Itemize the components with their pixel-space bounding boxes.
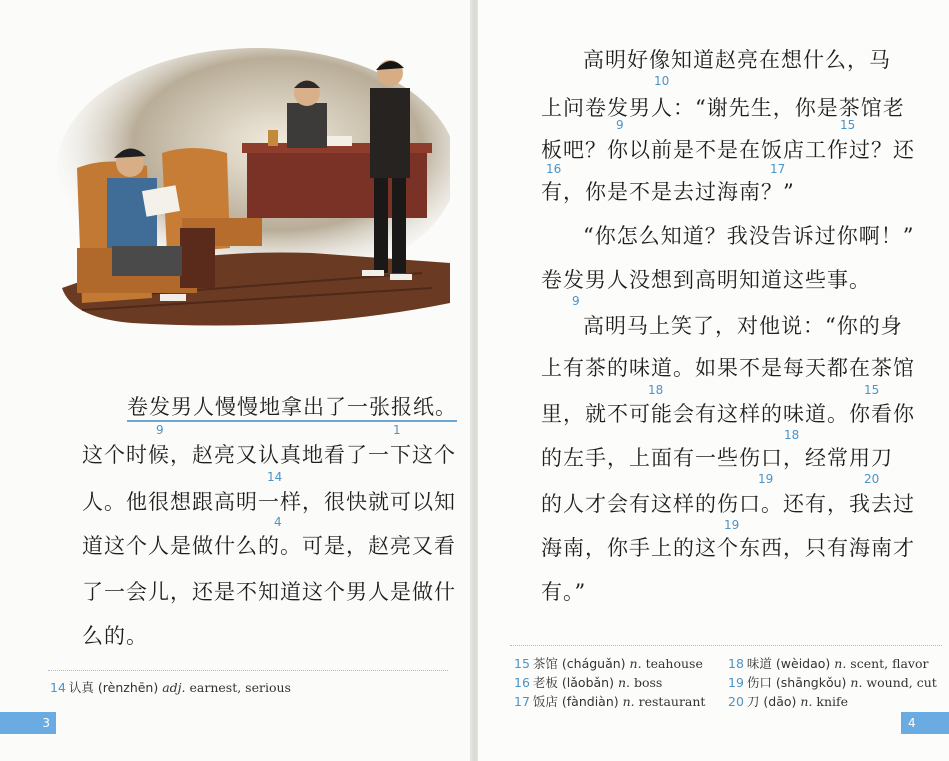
text-line-12: 海南，你手上的这个东西，只有海南才 [541,536,915,560]
text-line-6: 么的。 [82,624,148,648]
glossary-def: knife [816,694,849,709]
marker-9: 9 [156,423,164,437]
seated-man-body [287,103,327,148]
glossary-def: wound, cut [866,675,937,690]
marker-18b: 18 [784,428,800,442]
glossary-pos: n. [850,675,863,690]
marker-16: 16 [546,162,562,176]
text-line-11: 的人才会有这样的伤口。还有，我去过 [541,492,915,516]
text-line-6: 卷发男人没想到高明知道这些事。 [541,268,871,292]
marker-19: 19 [758,472,774,486]
glossary-entry-15 [514,654,703,672]
glossary-pos: n. [617,675,630,690]
glossary-num: 19 [728,675,744,690]
para-line [127,393,457,421]
standing-man-jacket [370,88,410,178]
glossary-entry-14 [50,678,291,696]
reading-man-shoe [160,294,186,301]
marker-19b: 19 [724,518,740,532]
glossary-pinyin: (lǎobǎn) [561,675,614,690]
glossary-def: boss [633,675,663,690]
marker-17: 17 [770,162,786,176]
marker-4: 4 [274,515,282,529]
glossary-pos: n. [800,694,813,709]
glossary-entry-17 [514,692,705,710]
marker-9b: 9 [572,294,580,308]
text-line-1: 高明好像知道赵亮在想什么，马 [583,48,891,72]
text-line-2: 上问卷发男人：“谢先生，你是茶馆老 [541,96,905,120]
text-line-8: 上有茶的味道。如果不是每天都在茶馆 [541,356,915,380]
glossary-entry-18 [728,654,928,672]
page-number: 3 [42,716,50,730]
glossary-entry-16 [514,673,662,691]
marker-15b: 15 [864,383,880,397]
page-number: 4 [908,716,916,730]
glossary-pos: n. [629,656,642,671]
glossary-num: 14 [50,680,66,695]
glossary-def: teahouse [645,656,703,671]
text-line-3: 人。他很想跟高明一样，很快就可以知 [82,490,456,514]
glossary-pinyin: (cháguǎn) [561,656,626,671]
glossary-num: 20 [728,694,744,709]
glossary-num: 15 [514,656,530,671]
marker-9: 9 [616,118,624,132]
glossary-pos: n. [834,656,847,671]
right-page [478,0,949,761]
marker-10: 10 [654,74,670,88]
glossary-pinyin: (fàndiàn) [561,694,619,709]
marker-14: 14 [267,470,283,484]
standing-man-leg-left [374,178,388,273]
glossary-pos: adj. [162,680,186,695]
text-line-9: 里，就不可能会有这样的味道。你看你 [541,402,915,426]
glossary-num: 16 [514,675,530,690]
glossary-pinyin: (rènzhēn) [97,680,159,695]
text-line-13: 有。” [541,580,587,604]
glossary-word: 伤口 [746,675,772,690]
pen-holder [268,130,278,146]
text-line-4: 道这个人是做什么的。可是，赵亮又看 [82,534,456,558]
glossary-word: 刀 [746,694,760,709]
standing-man-shoe-right [390,274,412,280]
glossary-def: restaurant [638,694,706,709]
glossary-entry-19 [728,673,937,691]
side-table [180,228,215,288]
glossary-word: 老板 [532,675,558,690]
reading-man-legs [112,246,182,276]
text-line-3: 板吧？你以前是不是在饭店工作过？还 [541,138,915,162]
glossary-num: 18 [728,656,744,671]
glossary-word: 茶馆 [532,656,558,671]
left-page [0,0,472,761]
marker-15: 15 [840,118,856,132]
glossary-word: 味道 [746,656,772,671]
standing-man-shoe-left [362,270,384,276]
glossary-pinyin: (dāo) [763,694,797,709]
glossary-word: 饭店 [532,694,558,709]
text-line-5: 了一会儿，还是不知道这个男人是做什 [82,580,456,604]
glossary-entry-20 [728,692,848,710]
marker-18: 18 [648,383,664,397]
text-line-10: 的左手，上面有一些伤口，经常用刀 [541,446,893,470]
glossary-word: 认真 [68,680,94,695]
glossary-pinyin: (shāngkǒu) [775,675,847,690]
glossary-pos: n. [622,694,635,709]
text-line-1: 卷发男人慢慢地拿出了一张报纸。 [127,395,457,422]
text-line-2: 这个时候，赵亮又认真地看了一下这个 [82,443,456,467]
glossary-def: earnest, serious [189,680,291,695]
text-line-5: “你怎么知道？我没告诉过你啊！” [583,224,915,248]
marker-20: 20 [864,472,880,486]
glossary-divider [48,670,448,671]
glossary-divider [510,645,942,646]
glossary-num: 17 [514,694,530,709]
page-number-tab [0,712,56,734]
text-line-7: 高明马上笑了，对他说：“你的身 [583,314,903,338]
page-number-tab [901,712,949,734]
text-line-4: 有，你是不是去过海南？” [541,180,795,204]
standing-man-leg-right [392,178,406,273]
glossary-pinyin: (wèidao) [775,656,831,671]
illustration-office-scene [52,48,450,330]
glossary-def: scent, flavor [850,656,929,671]
marker-1: 1 [393,423,401,437]
